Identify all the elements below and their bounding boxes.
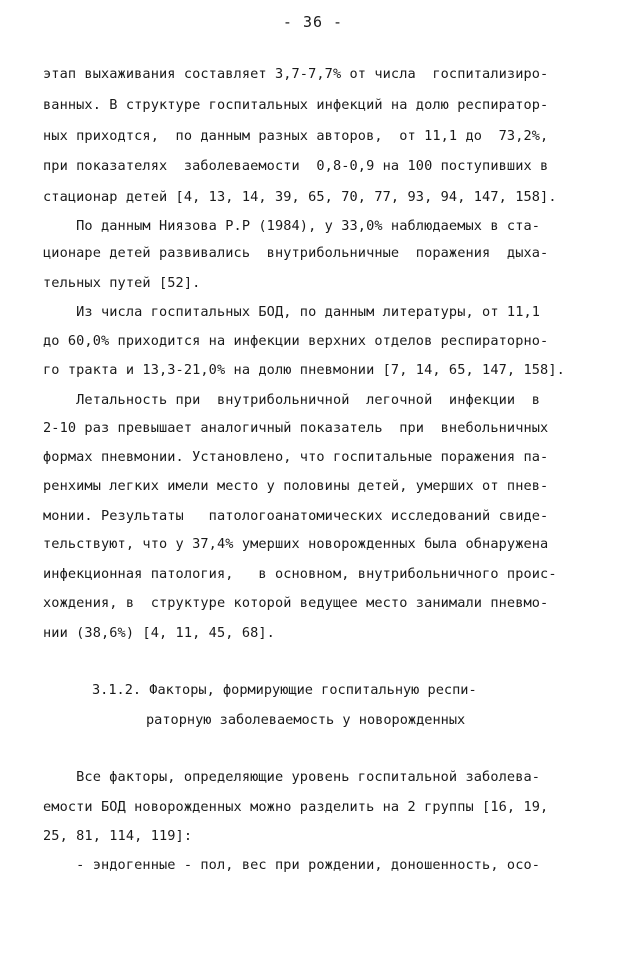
text-line: монии. Результаты патологоанатомических исследований свиде- (43, 508, 549, 524)
text-line: го тракта и 13,3-21,0% на долю пневмонии [7, 14, 65, 147, 158]. (43, 362, 565, 378)
text-line: стационар детей [4, 13, 14, 39, 65, 70, 77, 93, 94, 147, 158]. (43, 189, 557, 205)
text-line: ных приходтся, по данным разных авторов, от 11,1 до 73,2%, (43, 128, 549, 144)
text-line: ренхимы легких имели место у половины детей, умерших от пнев- (43, 478, 549, 494)
text-line: Летальность при внутрибольничной легочной инфекции в (43, 392, 541, 408)
text-line: ционаре детей развивались внутрибольничные поражения дыха- (43, 245, 549, 261)
page-number: - 36 - (282, 13, 344, 31)
text-line: 2-10 раз превышает аналогичный показатель при внебольничных (43, 420, 549, 436)
text-line: формах пневмонии. Установлено, что госпитальные поражения па- (43, 449, 549, 465)
text-line: нии (38,6%) [4, 11, 45, 68]. (43, 625, 275, 641)
text-line: ванных. В структуре госпитальных инфекций на долю респиратор- (43, 97, 549, 113)
text-line: хождения, в структуре которой ведущее место занимали пневмо- (43, 595, 549, 611)
section-heading-line-2: раторную заболеваемость у новорожденных (146, 712, 466, 728)
text-line: при показателях заболеваемости 0,8-0,9 на 100 поступивших в (43, 158, 549, 174)
text-line: Из числа госпитальных БОД, по данным литературы, от 11,1 (43, 304, 541, 320)
text-line: тельствуют, что у 37,4% умерших новорожденных была обнаружена (43, 536, 549, 552)
text-line: - эндогенные - пол, вес при рождении, доношенность, осо- (43, 857, 541, 873)
text-line: до 60,0% приходится на инфекции верхних отделов респираторно- (43, 333, 549, 349)
text-line: этап выхаживания составляет 3,7-7,7% от числа госпитализиро- (43, 66, 549, 82)
text-line: Все факторы, определяющие уровень госпитальной заболева- (43, 769, 541, 785)
section-heading-line-1: 3.1.2. Факторы, формирующие госпитальную респи- (92, 682, 477, 698)
text-line: тельных путей [52]. (43, 275, 201, 291)
text-line: емости БОД новорожденных можно разделить на 2 группы [16, 19, (43, 799, 549, 815)
text-line: 25, 81, 114, 119]: (43, 828, 193, 844)
text-line: По данным Ниязова Р.Р (1984), у 33,0% наблюдаемых в ста- (43, 218, 541, 234)
text-line: инфекционная патология, в основном, внутрибольничного проис- (43, 566, 557, 582)
